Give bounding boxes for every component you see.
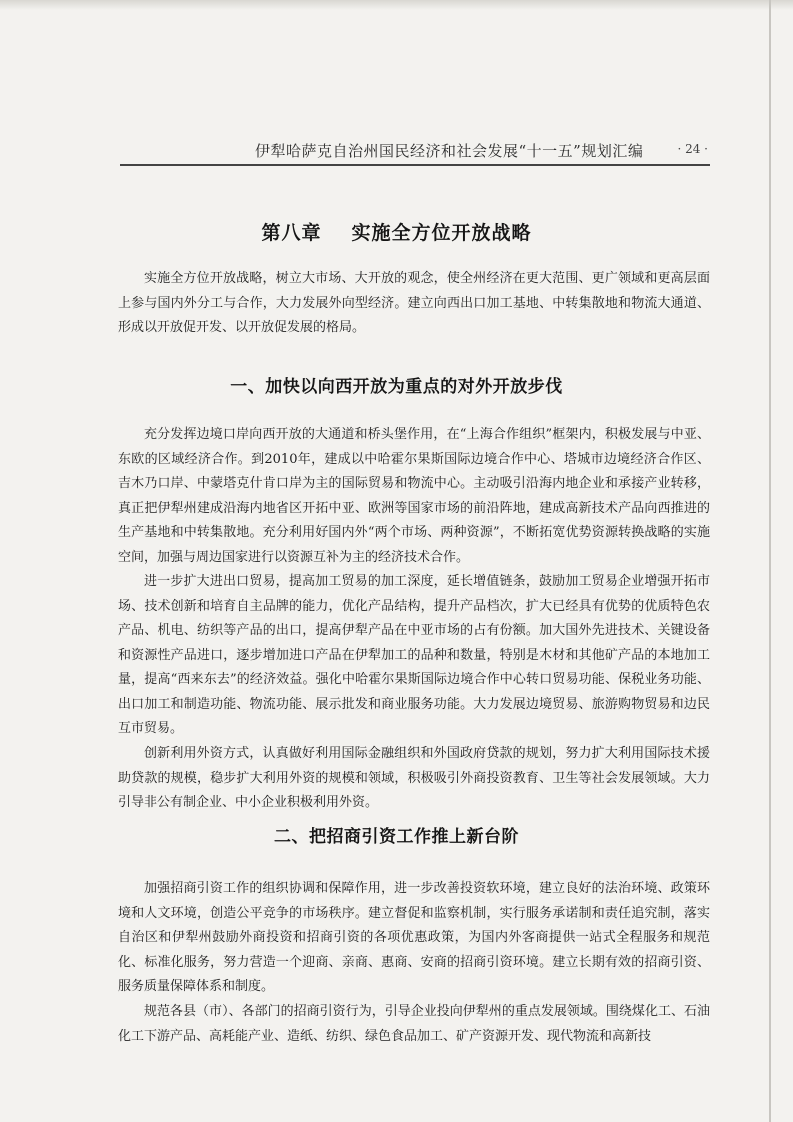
page-fold-line — [769, 0, 771, 1122]
section-1-paragraph-2: 进一步扩大进出口贸易，提高加工贸易的加工深度，延长增值链条，鼓励加工贸易企业增强开拓市场、技术创新和培育自主品牌的能力，优化产品结构，提升产品档次，扩大已经具有优势的优质特色农产品、机电、纺织等产品的出口，提高伊犁产品在中亚市场的占有份额。加大国外先进技术、关键设备和资源性产品进口，逐步增加进口产品在伊犁加工的品种和数量，特别是木材和其他矿产品的本地加工量，提高“西来东去”的经济效益。强化中哈霍尔果斯国际边境合作中心转口贸易功能、保税业务功能、出口加工和制造功能、物流功能、展示批发和商业服务功能。大力发展边境贸易、旅游购物贸易和边民互市贸易。 — [118, 574, 710, 736]
running-header — [120, 136, 710, 166]
section-heading-1: 一、加快以向西开放为重点的对外开放步伐 — [230, 377, 563, 397]
section-2-paragraph-1: 加强招商引资工作的组织协调和保障作用，进一步改善投资软环境，建立良好的法治环境、政策环境和人文环境，创造公平竞争的市场秩序。建立督促和监察机制，实行服务承诺制和责任追究制，落实自治区和伊犁州鼓励外商投资和招商引资的各项优惠政策，为国内外客商提供一站式全程服务和规范化、标准化服务，努力营造一个迎商、亲商、惠商、安商的招商引资环境。建立长期有效的招商引资、服务质量保障体系和制度。 — [118, 881, 710, 994]
section-2-paragraph-2: 规范各县（市）、各部门的招商引资行为，引导企业投向伊犁州的重点发展领域。围绕煤化工、石油化工下游产品、高耗能产业、造纸、纺织、绿色食品加工、矿产资源开发、现代物流和高新技 — [118, 1004, 710, 1044]
section-1-paragraph-3: 创新利用外资方式，认真做好利用国际金融组织和外国政府贷款的规划，努力扩大利用国际技术援助贷款的规模，稳步扩大利用外资的规模和领域，积极吸引外商投资教育、卫生等社会发展领域。大力引导非公有制企业、中小企业积极利用外资。 — [118, 746, 710, 810]
chapter-number: 第八章 — [261, 222, 322, 244]
running-header-title: 伊犁哈萨克自治州国民经济和社会发展“十一五”规划汇编 — [255, 142, 644, 160]
chapter-title: 实施全方位开放战略 — [351, 222, 532, 244]
scan-edge — [0, 0, 793, 10]
section-heading-2: 二、把招商引资工作推上新台阶 — [274, 827, 519, 847]
page-number: · 24 · — [677, 142, 708, 156]
section-1-paragraph-1: 充分发挥边境口岸向西开放的大通道和桥头堡作用，在“上海合作组织”框架内，积极发展与中亚、东欧的区域经济合作。到2010年，建成以中哈霍尔果斯国际边境合作中心、塔城市边境经济合作区、吉木乃口岸、中蒙塔克什肯口岸为主的国际贸易和物流中心。主动吸引沿海内地企业和承接产业转移，真正把伊犁州建成沿海内地省区开拓中亚、欧洲等国家市场的前沿阵地，建成高新技术产品向西推进的生产基地和中转集散地。充分利用好国内外“两个市场、两种资源”，不断拓宽优势资源转换战略的实施空间，加强与周边国家进行以资源互补为主的经济技术合作。 — [118, 427, 710, 565]
chapter-heading — [0, 218, 793, 245]
chapter-intro-paragraph: 实施全方位开放战略，树立大市场、大开放的观念，使全州经济在更大范围、更广领域和更高层面上参与国内外分工与合作，大力发展外向型经济。建立向西出口加工基地、中转集散地和物流大通道、形成以开放促开发、以开放促发展的格局。 — [118, 271, 710, 335]
